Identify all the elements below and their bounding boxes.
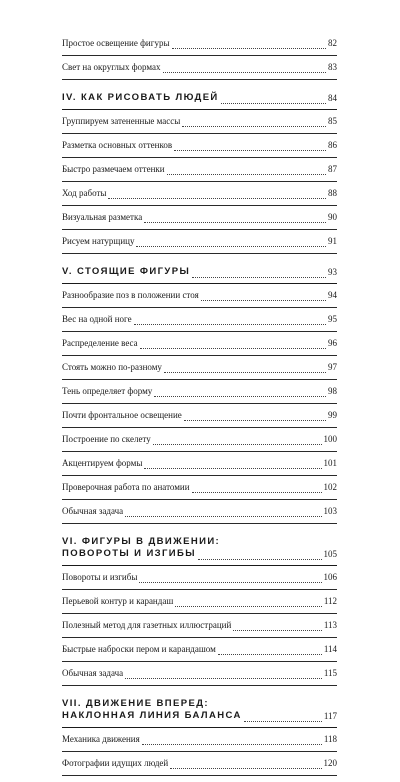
toc-entry-title: Рисуем натурщицу bbox=[62, 236, 135, 246]
toc-entry-page: 112 bbox=[323, 596, 337, 606]
chapter-title-line: VII. ДВИЖЕНИЕ ВПЕРЕД: bbox=[62, 698, 209, 709]
toc-entry-title: Повороты и изгибы bbox=[62, 572, 138, 582]
dot-leader bbox=[164, 364, 326, 373]
dot-leader bbox=[125, 508, 321, 517]
toc-entry-title: Разнообразие поз в положении стоя bbox=[62, 290, 199, 300]
toc-entry-page: 100 bbox=[323, 434, 337, 444]
toc-entry[interactable] bbox=[62, 188, 337, 206]
toc-entry[interactable] bbox=[62, 38, 337, 56]
toc-entry-page: 114 bbox=[323, 644, 337, 654]
toc-entry-page: 82 bbox=[328, 38, 337, 48]
toc-entry-title: Визуальная разметка bbox=[62, 212, 143, 222]
chapter-title-line: ПОВОРОТЫ И ИЗГИБЫ bbox=[62, 548, 196, 559]
toc-entry[interactable] bbox=[62, 314, 337, 332]
toc-entry-title: Почти фронтальное освещение bbox=[62, 410, 182, 420]
dot-leader bbox=[140, 340, 326, 349]
toc-entry[interactable] bbox=[62, 338, 337, 356]
dot-leader bbox=[170, 760, 321, 769]
toc-entry[interactable] bbox=[62, 758, 337, 776]
table-of-contents bbox=[62, 38, 337, 782]
toc-entry-title: Вес на одной ноге bbox=[62, 314, 132, 324]
toc-entry[interactable] bbox=[62, 458, 337, 476]
toc-entry-page: 90 bbox=[328, 212, 337, 222]
dot-leader bbox=[134, 316, 326, 325]
dot-leader bbox=[108, 190, 326, 199]
toc-entry-page: 103 bbox=[323, 506, 337, 516]
dot-leader bbox=[218, 646, 322, 655]
toc-entry[interactable] bbox=[62, 362, 337, 380]
chapter-title-line: IV. КАК РИСОВАТЬ ЛЮДЕЙ bbox=[62, 92, 219, 103]
chapter-title-line: VI. ФИГУРЫ В ДВИЖЕНИИ: bbox=[62, 536, 221, 547]
dot-leader bbox=[233, 622, 322, 631]
chapter-heading[interactable] bbox=[62, 536, 337, 566]
dot-leader bbox=[192, 484, 322, 493]
toc-entry-page: 101 bbox=[323, 458, 337, 468]
toc-entry[interactable] bbox=[62, 236, 337, 254]
toc-entry[interactable] bbox=[62, 506, 337, 524]
dot-leader bbox=[167, 166, 326, 175]
toc-entry-title: Тень определяет форму bbox=[62, 386, 153, 396]
toc-entry[interactable] bbox=[62, 434, 337, 452]
toc-entry-page: 86 bbox=[328, 140, 337, 150]
toc-entry-title: Механика движения bbox=[62, 734, 140, 744]
toc-entry[interactable] bbox=[62, 482, 337, 500]
dot-leader bbox=[182, 118, 326, 127]
toc-entry-page: 106 bbox=[323, 572, 337, 582]
dot-leader bbox=[221, 95, 326, 104]
toc-entry-title: Построение по скелету bbox=[62, 434, 151, 444]
toc-entry-title: Полезный метод для газетных иллюстраций bbox=[62, 620, 232, 630]
toc-entry[interactable] bbox=[62, 572, 337, 590]
toc-entry[interactable] bbox=[62, 410, 337, 428]
toc-entry-title: Акцентируем формы bbox=[62, 458, 143, 468]
toc-entry-page: 102 bbox=[323, 482, 337, 492]
dot-leader bbox=[139, 574, 321, 583]
toc-entry-title: Ход работы bbox=[62, 188, 107, 198]
dot-leader bbox=[172, 40, 327, 49]
chapter-page: 84 bbox=[328, 93, 337, 103]
dot-leader bbox=[174, 142, 326, 151]
toc-entry-title: Проверочная работа по анатомии bbox=[62, 482, 190, 492]
dot-leader bbox=[142, 736, 322, 745]
chapter-page: 117 bbox=[323, 711, 337, 721]
dot-leader bbox=[144, 460, 321, 469]
toc-entry-page: 115 bbox=[323, 668, 337, 678]
toc-entry[interactable] bbox=[62, 734, 337, 752]
toc-entry-title: Разметка основных оттенков bbox=[62, 140, 173, 150]
toc-entry-title: Обычная задача bbox=[62, 668, 124, 678]
toc-entry-page: 88 bbox=[328, 188, 337, 198]
toc-entry-page: 113 bbox=[323, 620, 337, 630]
toc-entry-page: 91 bbox=[328, 236, 337, 246]
toc-entry-title: Распределение веса bbox=[62, 338, 138, 348]
toc-entry-page: 87 bbox=[328, 164, 337, 174]
toc-entry-title: Простое освещение фигуры bbox=[62, 38, 170, 48]
chapter-title-line: НАКЛОННАЯ ЛИНИЯ БАЛАНСА bbox=[62, 710, 242, 721]
dot-leader bbox=[184, 412, 326, 421]
toc-entry-page: 118 bbox=[323, 734, 337, 744]
toc-entry-title: Быстро размечаем оттенки bbox=[62, 164, 165, 174]
toc-entry[interactable] bbox=[62, 164, 337, 182]
dot-leader bbox=[163, 64, 326, 73]
toc-entry-title: Фотографии идущих людей bbox=[62, 758, 169, 768]
toc-entry-title: Перьевой контур и карандаш bbox=[62, 596, 174, 606]
toc-entry[interactable] bbox=[62, 62, 337, 80]
toc-entry-page: 83 bbox=[328, 62, 337, 72]
dot-leader bbox=[244, 713, 322, 722]
toc-entry[interactable] bbox=[62, 644, 337, 662]
toc-entry-title: Быстрые наброски пером и карандашом bbox=[62, 644, 216, 654]
dot-leader bbox=[144, 214, 326, 223]
toc-entry[interactable] bbox=[62, 668, 337, 686]
toc-entry[interactable] bbox=[62, 290, 337, 308]
chapter-title-line: V. СТОЯЩИЕ ФИГУРЫ bbox=[62, 266, 191, 277]
toc-entry[interactable] bbox=[62, 386, 337, 404]
toc-entry-title: Обычная задача bbox=[62, 506, 124, 516]
toc-entry-title: Свет на округлых формах bbox=[62, 62, 161, 72]
toc-entry[interactable] bbox=[62, 620, 337, 638]
chapter-page: 105 bbox=[323, 549, 337, 559]
toc-entry-page: 99 bbox=[328, 410, 337, 420]
toc-entry-page: 95 bbox=[328, 314, 337, 324]
dot-leader bbox=[154, 388, 326, 397]
dot-leader bbox=[125, 670, 322, 679]
toc-entry[interactable] bbox=[62, 140, 337, 158]
toc-entry-page: 120 bbox=[323, 758, 337, 768]
toc-entry[interactable] bbox=[62, 212, 337, 230]
toc-entry-page: 96 bbox=[328, 338, 337, 348]
toc-entry-title: Стоять можно по-разному bbox=[62, 362, 162, 372]
toc-entry-page: 98 bbox=[328, 386, 337, 396]
chapter-heading[interactable] bbox=[62, 266, 337, 284]
dot-leader bbox=[153, 436, 322, 445]
chapter-page: 93 bbox=[328, 267, 337, 277]
dot-leader bbox=[192, 269, 326, 278]
dot-leader bbox=[198, 551, 322, 560]
dot-leader bbox=[175, 598, 322, 607]
toc-entry-title: Группируем затененные массы bbox=[62, 116, 181, 126]
chapter-heading[interactable] bbox=[62, 92, 337, 110]
toc-entry-page: 85 bbox=[328, 116, 337, 126]
toc-entry[interactable] bbox=[62, 116, 337, 134]
toc-entry[interactable] bbox=[62, 596, 337, 614]
dot-leader bbox=[201, 292, 326, 301]
chapter-heading[interactable] bbox=[62, 698, 337, 728]
toc-entry-page: 97 bbox=[328, 362, 337, 372]
dot-leader bbox=[136, 238, 326, 247]
toc-entry-page: 94 bbox=[328, 290, 337, 300]
